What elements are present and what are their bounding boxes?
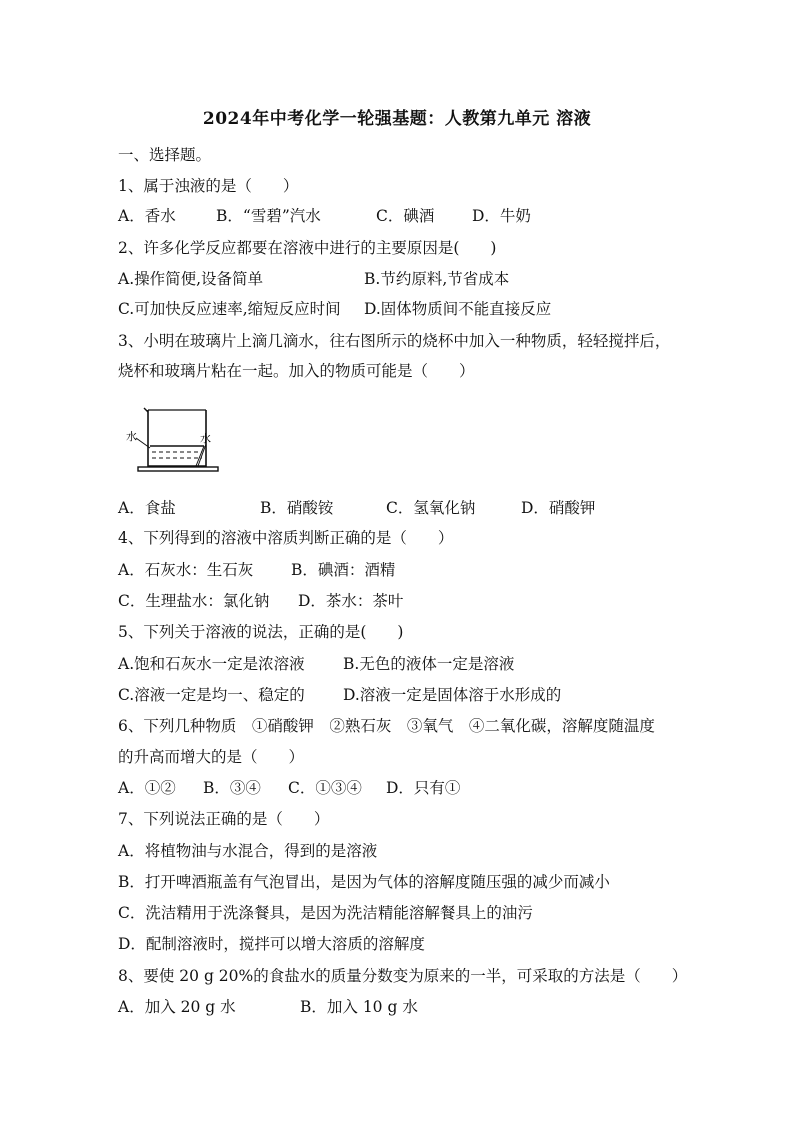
q8-option-b: B．加入 10 g 水	[300, 998, 418, 1016]
q6-option-d: D．只有①	[386, 779, 461, 797]
question-3-stem-line1: 3、小明在玻璃片上滴几滴水，往右图所示的烧杯中加入一种物质，轻轻搅拌后，	[118, 332, 671, 350]
q7-option-b: B．打开啤酒瓶盖有气泡冒出，是因为气体的溶解度随压强的减少而减小	[118, 873, 610, 891]
q7-option-d: D．配制溶液时，搅拌可以增大溶质的溶解度	[118, 935, 425, 953]
q2-option-a: A.操作简便,设备简单	[118, 270, 264, 288]
q3-option-d: D．硝酸钾	[521, 499, 596, 517]
question-7-stem: 7、下列说法正确的是（ ）	[118, 810, 330, 828]
beaker-figure	[120, 400, 220, 480]
document-title: 2024年中考化学一轮强基题：人教第九单元 溶液	[202, 109, 592, 129]
q5-option-d: D.溶液一定是固体溶于水形成的	[343, 686, 562, 704]
figure-label-left: 水	[126, 430, 137, 443]
section-heading: 一、选择题。	[118, 146, 212, 164]
question-1-stem: 1、属于浊液的是（ ）	[118, 177, 299, 195]
q8-option-a: A．加入 20 g 水	[118, 998, 236, 1016]
q1-option-a: A．香水	[118, 207, 176, 225]
q1-option-d: D．牛奶	[472, 207, 531, 225]
q6-option-b: B．③④	[203, 779, 261, 797]
question-6-stem-line2: 的升高而增大的是（ ）	[118, 748, 305, 766]
question-6-stem-line1: 6、下列几种物质 ①硝酸钾 ②熟石灰 ③氧气 ④二氧化碳，溶解度随温度	[118, 717, 655, 735]
q6-option-c: C．①③④	[288, 779, 362, 797]
q2-option-d: D.固体物质间不能直接反应	[364, 300, 552, 318]
q5-option-b: B.无色的液体一定是溶液	[343, 655, 515, 673]
q5-option-a: A.饱和石灰水一定是浓溶液	[118, 655, 305, 673]
q5-option-c: C.溶液一定是均一、稳定的	[118, 686, 305, 704]
q7-option-a: A．将植物油与水混合，得到的是溶液	[118, 842, 378, 860]
q4-option-c: C．生理盐水：氯化钠	[118, 592, 270, 610]
q3-option-c: C．氢氧化钠	[386, 499, 476, 517]
q4-option-b: B．碘酒：酒精	[291, 561, 396, 579]
q7-option-c: C．洗洁精用于洗涤餐具，是因为洗洁精能溶解餐具上的油污	[118, 904, 533, 922]
question-5-stem: 5、下列关于溶液的说法，正确的是( )	[118, 623, 404, 641]
q1-option-b: B．“雪碧”汽水	[216, 207, 321, 225]
q3-option-b: B．硝酸铵	[260, 499, 334, 517]
q6-option-a: A．①②	[118, 779, 176, 797]
q1-option-c: C．碘酒	[376, 207, 435, 225]
q2-option-b: B.节约原料,节省成本	[364, 270, 510, 288]
q2-option-c: C.可加快反应速率,缩短反应时间	[118, 300, 341, 318]
question-2-stem: 2、许多化学反应都要在溶液中进行的主要原因是( )	[118, 239, 497, 257]
question-8-stem: 8、要使 20 g 20%的食盐水的质量分数变为原来的一半，可采取的方法是（ ）	[118, 967, 688, 985]
question-4-stem: 4、下列得到的溶液中溶质判断正确的是（ ）	[118, 529, 454, 547]
q4-option-a: A．石灰水：生石灰	[118, 561, 254, 579]
figure-label-right: 水	[200, 432, 211, 445]
question-3-stem-line2: 烧杯和玻璃片粘在一起。加入的物质可能是（ ）	[118, 362, 475, 380]
beaker-drawing	[120, 400, 220, 480]
q3-option-a: A．食盐	[118, 499, 176, 517]
q4-option-d: D．茶水：茶叶	[298, 592, 404, 610]
